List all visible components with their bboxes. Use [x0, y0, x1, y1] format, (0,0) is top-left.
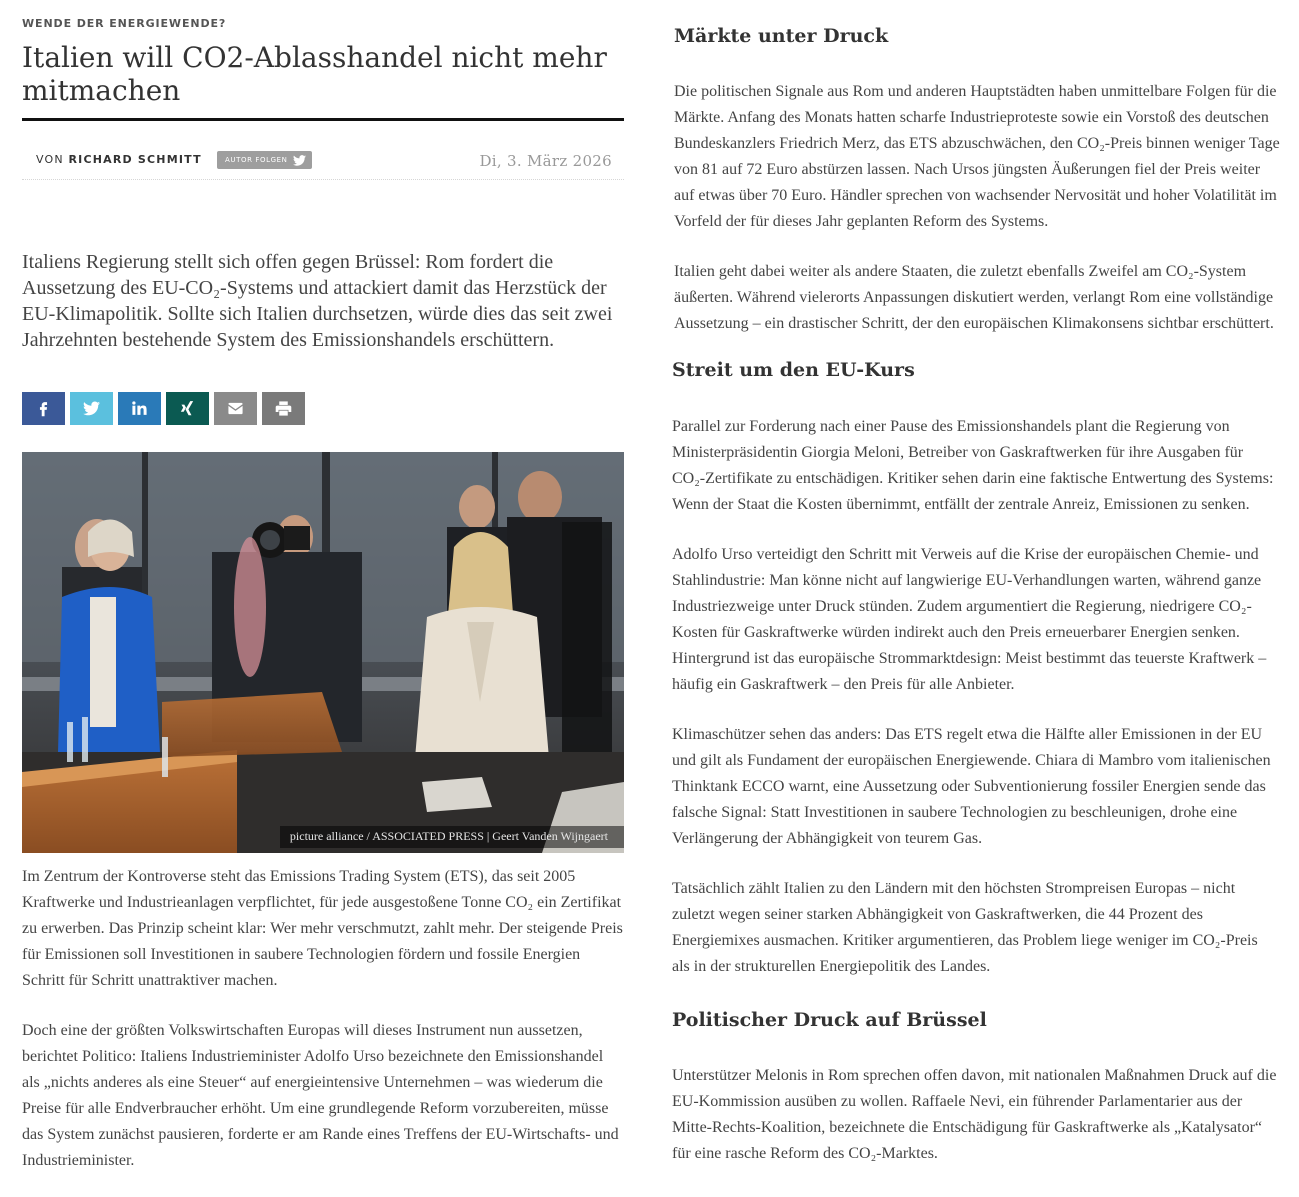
mail-icon [227, 400, 244, 417]
body-left [22, 864, 624, 1197]
title-divider [22, 118, 624, 121]
body-paragraph: Adolfo Urso verteidigt den Schritt mit Verweis auf die Krise der europäischen Chemie- und Stahlindustrie: Man könne nicht auf langwierige EU-Verhandlungen warten, während ganze Industriezweige unter Druck stünden. Zudem argumentiert die Regierung, niedrigere CO₂-Kosten für Gaskraftwerke würden indirekt auch den Preis erneuerbarer Energien senken. Hintergrund ist das europäische Strommarktdesign: Meist bestimmt das teuerste Kraftwerk – häufig ein Gaskraftwerk – den Preis für alle Anbieter. [672, 546, 1267, 693]
author-name[interactable]: RICHARD SCHMITT [68, 153, 202, 166]
body-paragraph: Tatsächlich zählt Italien zu den Ländern mit den höchsten Strompreisen Europas – nicht zuletzt wegen seiner starken Abhängigkeit von Gaskraftwerken, die 44 Prozent des Energiemixes ausmachen. Kritiker argumentieren, das Problem liege weniger im CO₂-Preis als in der strukturellen Energiepolitik des Landes. [672, 880, 1258, 975]
share-mail-button[interactable] [214, 392, 257, 425]
section-heading-markets: Märkte unter Druck [674, 25, 889, 47]
photo-credit: picture alliance / ASSOCIATED PRESS | Geert Vanden Wijngaert [280, 826, 624, 848]
body-paragraph: Parallel zur Forderung nach einer Pause des Emissionshandels plant die Regierung von Ministerpräsidentin Giorgia Meloni, Betreiber von Gaskraftwerken für ihre Ausgaben für CO₂-Zertifikate zu entschädigen. Kritiker sehen darin eine faktische Entwertung des Systems: Wenn der Staat die Kosten übernimmt, entfällt der zentrale Anreiz, Emissionen zu senken. [672, 418, 1274, 513]
author-line [36, 153, 202, 166]
body-paragraph: Unterstützer Melonis in Rom sprechen offen davon, mit nationalen Maßnahmen Druck auf die EU-Kommission ausüben zu wollen. Raffaele Nevi, ein führender Parlamentarier aus der Mitte-Rechts-Koalition, bezeichnete die Entschädigung für Gaskraftwerke als „Katalysator“ für eine rasche Reform des CO₂-Marktes. [672, 1067, 1277, 1162]
share-twitter-button[interactable] [70, 392, 113, 425]
body-paragraph: Die politischen Signale aus Rom und anderen Hauptstädten haben unmittelbare Folgen für die Märkte. Anfang des Monats hatten scharfe Industrieproteste sowie ein Vorstoß des deutschen Bundeskanzlers Friedrich Merz, das ETS abzuschwächen, den CO₂-Preis binnen weniger Tage von 81 auf 72 Euro abstürzen lassen. Nach Ursos jüngsten Äußerungen fiel der Preis weiter auf etwas über 70 Euro. Händler sprechen von wachsender Nervosität und hoher Volatilität im Vorfeld der für dieses Jahr geplanten Reform des Systems. [674, 83, 1280, 230]
publish-date: Di, 3. März 2026 [479, 152, 612, 170]
body-paragraph: Im Zentrum der Kontroverse steht das Emissions Trading System (ETS), das seit 2005 Kraftwerke und Industrieanlagen verpflichtet, für jede ausgestoßene Tonne CO₂ ein Zertifikat zu erwerben. Das Prinzip scheint klar: Wer mehr verschmutzt, zahlt mehr. Der steigende Preis für Emissionen soll Investitionen in saubere Technologien fördern und fossile Energien Schritt für Schritt unattraktiver machen. [22, 868, 623, 989]
article-lead: Italiens Regierung stellt sich offen gegen Brüssel: Rom fordert die Aussetzung des EU-CO₂-Systems und attackiert damit das Herzstück der EU-Klimapolitik. Sollte sich Italien durchsetzen, würde dies das seit zwei Jahrzehnten bestehende System des Emissionshandels erschüttern. [22, 251, 613, 351]
share-print-button[interactable] [262, 392, 305, 425]
section-heading-pressure: Politischer Druck auf Brüssel [672, 1009, 987, 1031]
share-bar [22, 392, 310, 425]
article-kicker: WENDE DER ENERGIEWENDE? [22, 17, 227, 30]
share-linkedin-button[interactable] [118, 392, 161, 425]
article-title: Italien will CO2-Ablasshandel nicht mehr mitmachen [22, 41, 607, 107]
article-photo [22, 452, 624, 853]
twitter-icon [83, 400, 100, 417]
body-paragraph: Doch eine der größten Volkswirtschaften Europas will dieses Instrument nun aussetzen, berichtet Politico: Italiens Industrieminister Adolfo Urso bezeichnete den Emissionshandel als „nichts anderes als eine Steuer“ auf energieintensive Unternehmen – was wiederum die Preise für alle Endverbraucher erhöht. Um eine grundlegende Reform vorzubereiten, müsse das System zunächst pausieren, forderte er am Rande eines Treffens der EU-Wirtschafts- und Industrieminister. [22, 1022, 619, 1169]
print-icon [275, 400, 292, 417]
linkedin-icon [131, 400, 148, 417]
share-facebook-button[interactable] [22, 392, 65, 425]
share-xing-button[interactable] [166, 392, 209, 425]
follow-author-label: AUTOR FOLGEN [225, 156, 288, 164]
xing-icon [179, 400, 196, 417]
facebook-icon [35, 400, 52, 417]
byline [22, 146, 624, 180]
follow-author-button[interactable] [217, 151, 312, 169]
body-paragraph: Italien geht dabei weiter als andere Staaten, die zuletzt ebenfalls Zweifel am CO₂-System äußerten. Während vielerorts Anpassungen diskutiert werden, verlangt Rom eine vollständige Aussetzung – ein drastischer Schritt, der den europäischen Klimakonsens sichtbar erschüttert. [674, 263, 1274, 332]
photo-illustration [22, 452, 624, 853]
section-heading-eu-course: Streit um den EU-Kurs [672, 359, 915, 381]
body-paragraph: Klimaschützer sehen das anders: Das ETS regelt etwa die Hälfte aller Emissionen in der EU und gilt als Fundament der europäischen Energiewende. Chiara di Mambro vom italienischen Thinktank ECCO warnt, eine Aussetzung oder Subventionierung fossiler Energien sende das falsche Signal: Statt Investitionen in saubere Technologien zu beschleunigen, drohe eine Verlängerung der Abhängigkeit von teurem Gas. [672, 726, 1271, 847]
twitter-bird-icon [293, 155, 306, 166]
byline-prefix: VON [36, 153, 69, 166]
